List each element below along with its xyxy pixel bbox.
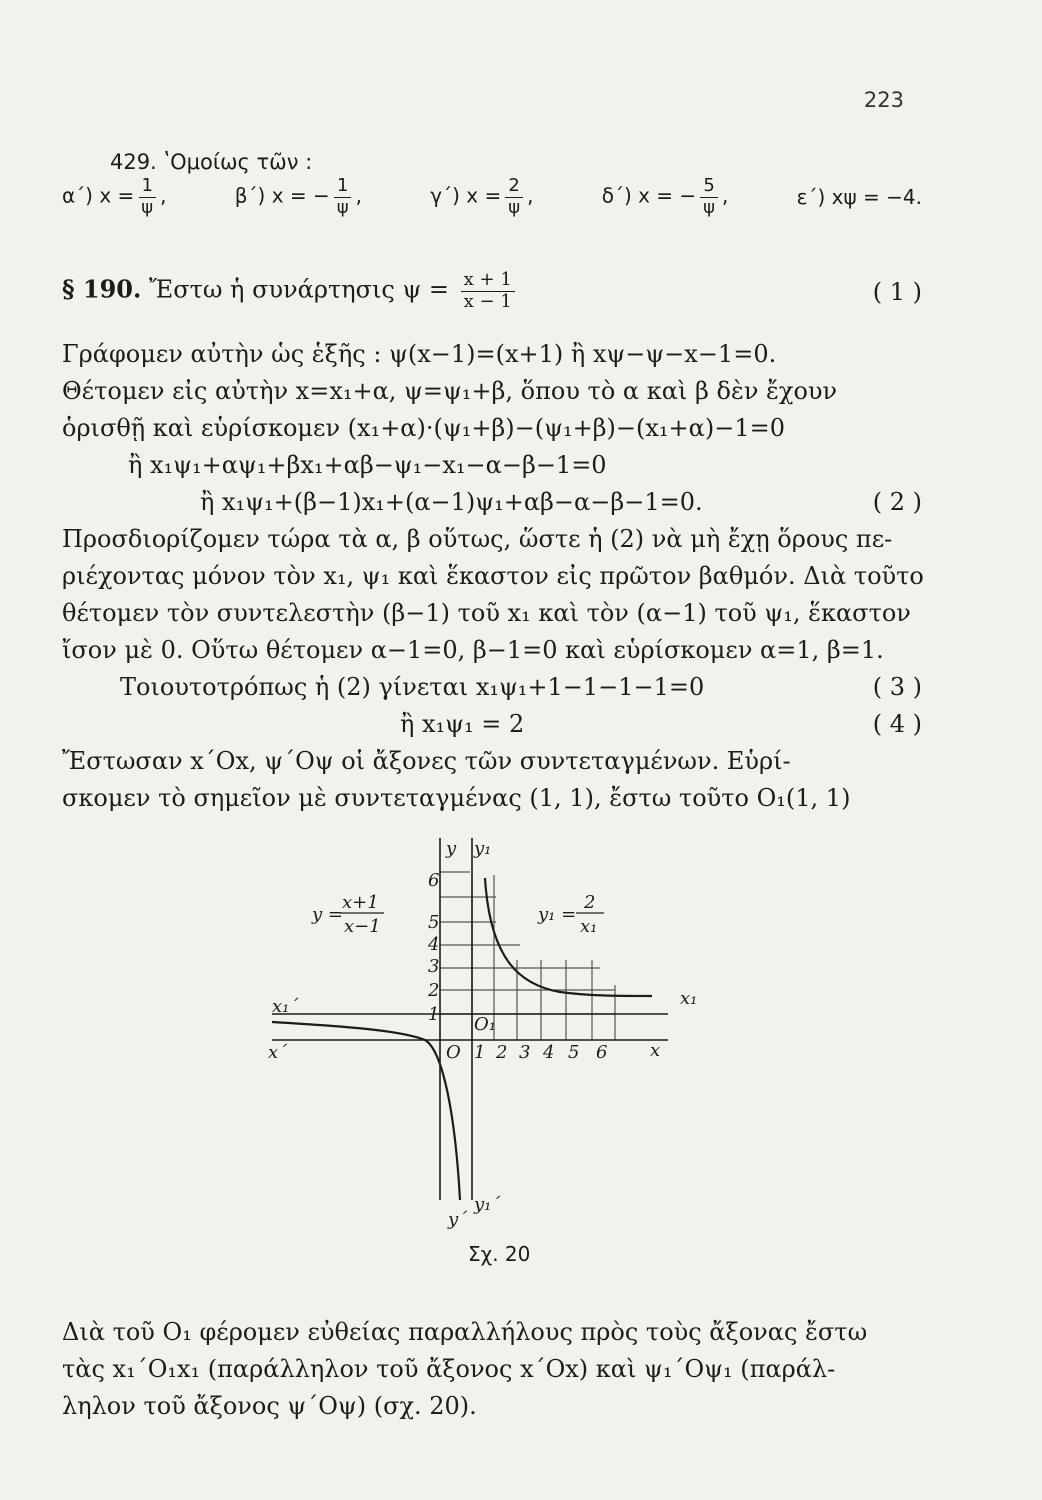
text-line-11: ἢ x₁ψ₁ = 2 ( 4 )	[400, 710, 922, 738]
section-intro: Ἔστω ἡ συνάρτησις ψ =	[149, 275, 450, 304]
text-line-7: ριέχοντας μόνον τὸν x₁, ψ₁ καὶ ἕκαστον εἰς πρῶτον βαθμόν. Διὰ τοῦτο	[62, 562, 924, 590]
hyperbola-lower-branch	[272, 1022, 460, 1200]
section-number: § 190.	[62, 274, 142, 304]
svg-text:2: 2	[584, 892, 596, 913]
equation-left	[311, 892, 384, 937]
label-origin: O	[446, 1042, 461, 1063]
closing-line-3: ληλον τοῦ ἄξονος ψ΄Oψ) (σχ. 20).	[62, 1392, 477, 1420]
option-a: α΄) x = $\frac{1}{\psi}$ ,	[62, 175, 167, 218]
eq-label-4: ( 4 )	[872, 710, 922, 738]
x-tick-5: 5	[568, 1042, 580, 1063]
y-tick-5: 5	[428, 912, 440, 933]
text-line-10: Τοιουτοτρόπως ἡ (2) γίνεται x₁ψ₁+1−1−1−1=0 ( 3 )	[120, 673, 922, 701]
svg-text:x₁: x₁	[580, 916, 598, 937]
label-x-prime: x΄	[268, 1042, 288, 1063]
label-x: x	[650, 1040, 661, 1061]
option-b: β΄) x = − $\frac{1}{\psi}$ ,	[234, 175, 363, 218]
axes	[272, 838, 668, 1200]
page-number: 223	[863, 88, 904, 112]
x-tick-2: 2	[496, 1042, 508, 1063]
label-y1-prime: y₁΄	[474, 1194, 501, 1215]
label-y: y	[446, 838, 457, 859]
x-tick-3: 3	[519, 1042, 531, 1063]
text-line-4: ἢ x₁ψ₁+αψ₁+βx₁+αβ−ψ₁−x₁−α−β−1=0	[128, 451, 607, 479]
text-line-1: Γράφομεν αὐτὴν ὡς ἑξῆς : ψ(x−1)=(x+1) ἢ xψ−ψ−x−1=0.	[62, 340, 777, 368]
closing-line-2: τὰς x₁΄O₁x₁ (παράλληλον τοῦ ἄξονος x΄Ox) καὶ ψ₁΄Oψ₁ (παράλ-	[62, 1355, 836, 1383]
label-y1: y₁	[474, 838, 492, 859]
text-line-8: θέτομεν τὸν συντελεστὴν (β−1) τοῦ x₁ καὶ τὸν (α−1) τοῦ ψ₁, ἕκαστον	[62, 599, 911, 627]
label-y-prime: y΄	[448, 1209, 468, 1230]
y-tick-6: 6	[428, 870, 440, 891]
closing-line-1: Διὰ τοῦ O₁ φέρομεν εὐθείας παραλλήλους πρὸς τοὺς ἄξονας ἔστω	[62, 1318, 868, 1346]
exercise-title: 429. ʽΟμοίως τῶν :	[110, 150, 313, 174]
eq-label-1: ( 1 )	[872, 278, 922, 306]
option-c: γ΄) x = $\frac{2}{\psi}$ ,	[430, 175, 534, 218]
svg-text:y =: y =	[312, 904, 343, 925]
text-line-3: ὁρισθῇ καὶ εὑρίσκομεν (x₁+α)·(ψ₁+β)−(ψ₁+β)−(x₁+α)−1=0	[62, 414, 785, 442]
svg-text:x+1: x+1	[342, 892, 379, 913]
y-tick-1: 1	[428, 1004, 440, 1025]
text-line-9: ἴσον μὲ 0. Οὕτω θέτομεν α−1=0, β−1=0 καὶ εὑρίσκομεν α=1, β=1.	[62, 636, 884, 664]
text-line-2: Θέτομεν εἰς αὐτὴν x=x₁+α, ψ=ψ₁+β, ὅπου τὸ α καὶ β δὲν ἔχουν	[62, 377, 838, 405]
svg-text:x−1: x−1	[344, 916, 381, 937]
figure-caption: Σχ. 20	[468, 1242, 531, 1266]
text-line-12: Ἔστωσαν x΄Ox, ψ΄Oψ οἱ ἄξονες τῶν συντεταγμένων. Εὑρί-	[62, 747, 791, 775]
y-tick-4: 4	[428, 934, 440, 955]
label-x1: x₁	[680, 988, 698, 1009]
hyperbola-upper-branch	[485, 878, 652, 996]
label-o1: O₁	[474, 1014, 496, 1035]
y-tick-3: 3	[428, 956, 440, 977]
text-line-13: σκομεν τὸ σημεῖον μὲ συντεταγμένας (1, 1), ἔστω τοῦτο O₁(1, 1)	[62, 784, 851, 812]
text-line-5: ἢ x₁ψ₁+(β−1)x₁+(α−1)ψ₁+αβ−α−β−1=0. ( 2 )	[200, 488, 922, 516]
option-e: ε΄) xψ = −4.	[796, 185, 922, 210]
x-tick-4: 4	[543, 1042, 555, 1063]
x-tick-6: 6	[596, 1042, 608, 1063]
option-d: δ΄) x = − $\frac{5}{\psi}$ ,	[601, 175, 729, 218]
label-x1-prime: x₁΄	[272, 996, 299, 1017]
x-tick-1: 1	[474, 1042, 486, 1063]
svg-text:y₁ =: y₁ =	[538, 904, 577, 925]
eq-label-2: ( 2 )	[872, 488, 922, 516]
text-line-6: Προσδιορίζομεν τώρα τὰ α, β οὕτως, ὥστε ἡ (2) νὰ μὴ ἔχῃ ὅρους πε-	[62, 525, 893, 553]
section-fraction: $\frac{x + 1}{x - 1}$	[461, 270, 515, 312]
y-tick-2: 2	[428, 980, 440, 1001]
equation-right	[537, 892, 604, 937]
eq-label-3: ( 3 )	[872, 673, 922, 701]
